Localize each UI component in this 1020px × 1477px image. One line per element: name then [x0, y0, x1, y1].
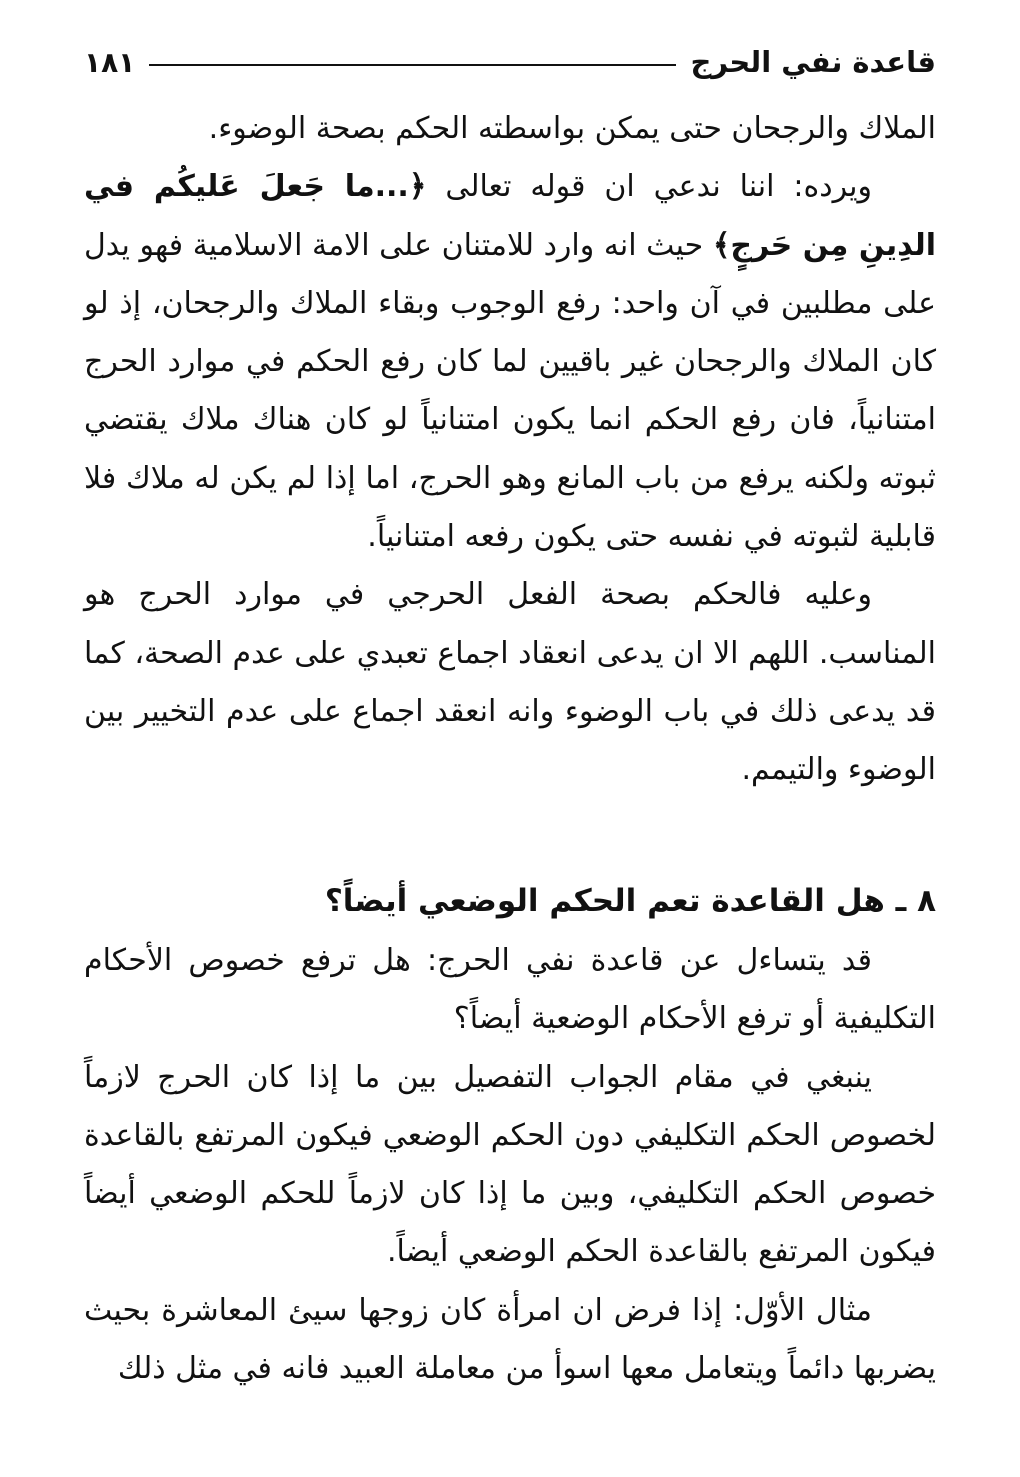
quran-verse: ﴿...ما جَعلَ عَليكُم في الدِينِ مِن حَرجٍ﴾: [84, 169, 936, 263]
paragraph: قد يتساءل عن قاعدة نفي الحرج: هل ترفع خصوص الأحكام التكليفية أو ترفع الأحكام الوضعية أيضاً؟: [84, 943, 936, 1037]
header-rule: [149, 64, 676, 66]
paragraph: مثال الأوّل: إذا فرض ان امرأة كان زوجها سيئ المعاشرة بحيث يضربها دائماً ويتعامل معها اسوأ من معاملة العبيد فانه في مثل ذلك: [84, 1292, 936, 1387]
paragraph: ينبغي في مقام الجواب التفصيل بين ما إذا كان الحرج لازماً لخصوص الحكم التكليفي دون الحكم الوضعي فيكون المرتفع بالقاعدة خصوص الحكم التكليفي، وبين ما إذا كان لازماً للحكم الوضعي أيضاً فيكون المرتفع بالقاعدة الحكم الوضعي أيضاً.: [84, 1059, 936, 1270]
section-heading: ٨ ـ هل القاعدة تعم الحكم الوضعي أيضاً؟: [324, 883, 936, 919]
paragraph: الملاك والرجحان حتى يمكن بواسطته الحكم بصحة الوضوء.: [208, 111, 936, 146]
paragraph-text: حيث انه وارد للامتنان على الامة الاسلامية فهو يدل على مطلبين في آن واحد: رفع الوجوب وبقاء الملاك والرجحان، إذ لو كان الملاك والرجحان غير باقيين لما كان رفع الحكم في موارد الحرج امتنانياً، فان رفع الحكم انما يكون امتنانياً لو كان هناك ملاك يقتضي ثبوته ولكنه يرفع من باب المانع وهو الحرج، اما إذا لم يكن له ملاك فلا قابلية لثبوته في نفسه حتى يكون رفعه امتنانياً.: [84, 227, 936, 555]
page-number: ١٨١: [84, 45, 136, 79]
page-header: [84, 40, 936, 84]
paragraph: وعليه فالحكم بصحة الفعل الحرجي في موارد الحرج هو المناسب. اللهم الا ان يدعى انعقاد اجماع تعبدي على عدم الصحة، كما قد يدعى ذلك في باب الوضوء وانه انعقد اجماع على عدم التخيير بين الوضوء والتيمم.: [84, 577, 936, 788]
running-title: قاعدة نفي الحرج: [690, 45, 936, 79]
body-text-block-1: [84, 100, 936, 800]
paragraph-with-verse: [84, 158, 936, 566]
body-text-block-2: [84, 932, 936, 1398]
paragraph-text: ويرده: اننا ندعي ان قوله تعالى: [426, 169, 872, 205]
